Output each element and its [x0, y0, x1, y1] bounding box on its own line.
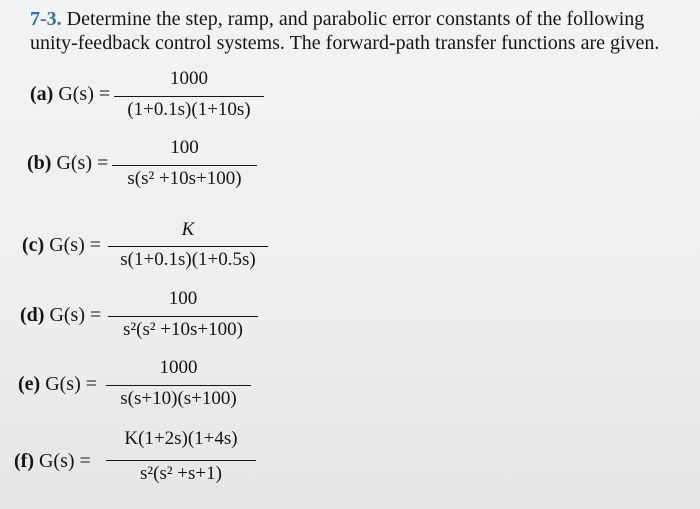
equation-label: (a) — [30, 83, 54, 105]
equation-lhs — [22, 234, 101, 257]
fraction — [106, 428, 256, 492]
fraction-bar — [108, 246, 268, 247]
numerator: K — [181, 219, 195, 240]
numerator: K(1+2s)(1+4s) — [124, 428, 238, 449]
denominator: s(s+10)(s+100) — [120, 388, 237, 409]
fraction — [114, 68, 264, 128]
equation-lhs — [14, 450, 91, 473]
equation-label: (b) — [27, 152, 52, 174]
equation-function: G(s) = — [38, 450, 91, 472]
equation-function: G(s) = — [49, 304, 102, 326]
fraction-bar — [106, 385, 251, 386]
equation-f — [14, 428, 274, 498]
numerator: 1000 — [159, 357, 198, 378]
fraction — [112, 137, 257, 197]
numerator: 100 — [168, 288, 198, 309]
denominator: s(s² +10s+100) — [127, 168, 242, 189]
equation-label: (d) — [20, 304, 45, 326]
numerator: 1000 — [170, 68, 208, 89]
numerator: 100 — [170, 137, 199, 158]
fraction — [108, 219, 268, 279]
equation-function: G(s) = — [49, 234, 102, 256]
fraction-bar — [106, 460, 256, 461]
fraction-bar — [108, 316, 258, 317]
equation-label: (c) — [22, 234, 45, 256]
equation-function: G(s) = — [45, 373, 98, 395]
denominator: (1+0.1s)(1+10s) — [127, 99, 251, 120]
equation-function: G(s) = — [56, 152, 109, 174]
equation-function: G(s) = — [58, 83, 111, 105]
denominator: s²(s² +s+1) — [140, 463, 222, 484]
equation-lhs — [27, 152, 108, 175]
equation-lhs — [18, 373, 97, 396]
equation-label: (f) — [14, 450, 34, 472]
equation-a — [30, 68, 280, 138]
equation-label: (e) — [18, 373, 41, 395]
problem-statement — [30, 7, 690, 55]
problem-text: Determine the step, ramp, and parabolic error constants of the following unity-feedback control systems. The forward-path transfer functions are given. — [30, 8, 660, 54]
fraction — [108, 288, 258, 348]
problem-number: 7-3. — [30, 8, 62, 30]
fraction-bar — [114, 96, 264, 97]
equation-b — [27, 137, 267, 207]
fraction — [106, 357, 251, 417]
fraction-bar — [112, 165, 257, 166]
equation-lhs — [20, 304, 101, 327]
denominator: s(1+0.1s)(1+0.5s) — [120, 249, 256, 270]
equation-lhs — [30, 83, 110, 106]
denominator: s²(s² +10s+100) — [123, 319, 243, 340]
equation-c — [22, 219, 282, 289]
equation-e — [18, 357, 268, 427]
equation-d — [20, 288, 270, 358]
